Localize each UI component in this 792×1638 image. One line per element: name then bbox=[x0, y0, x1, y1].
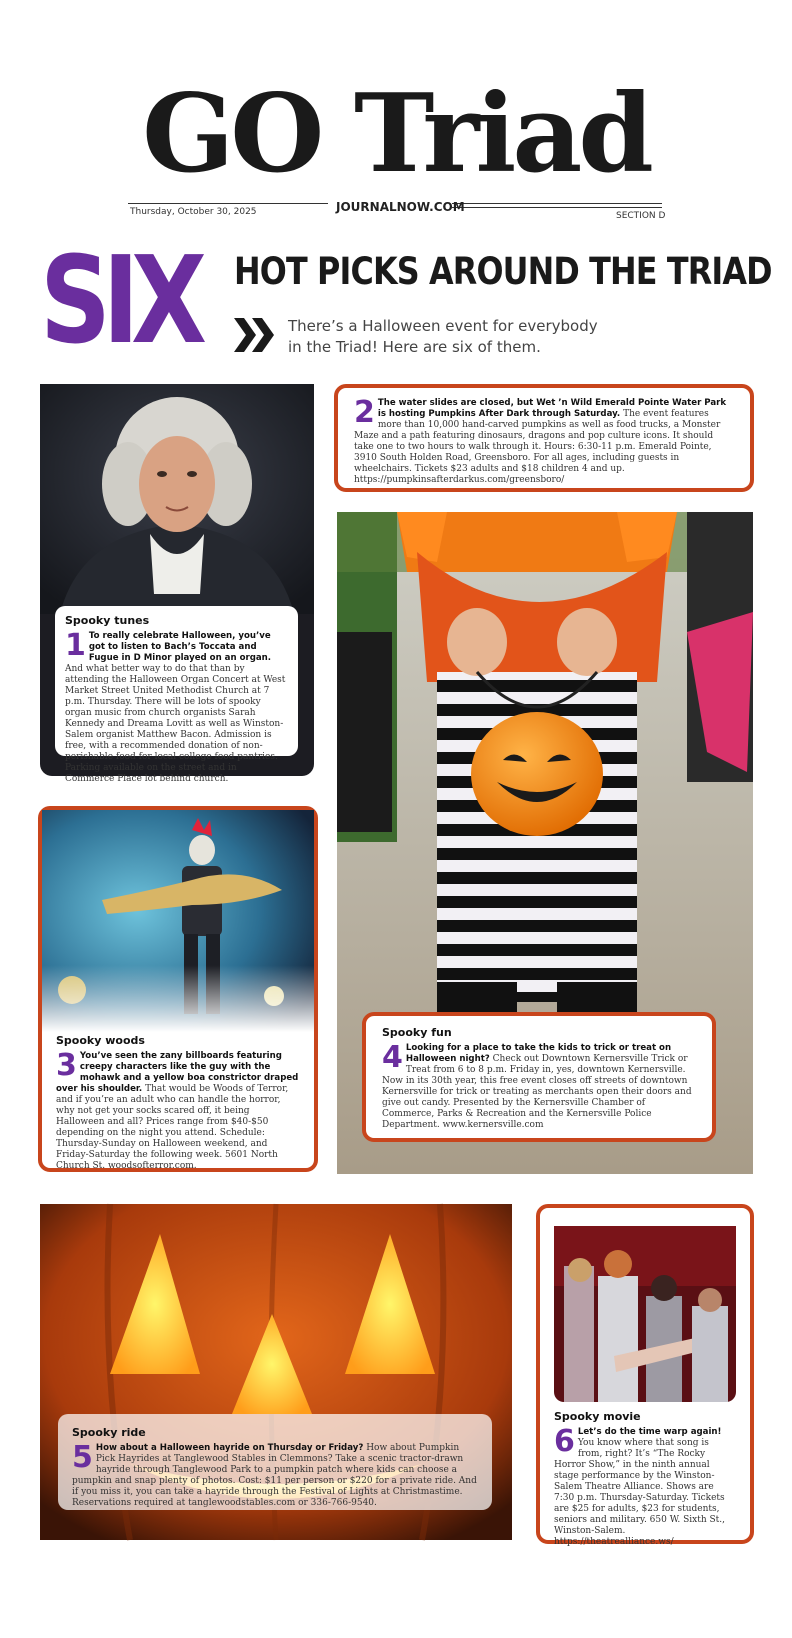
masthead-rule-left bbox=[128, 203, 328, 204]
masthead-rule-right bbox=[452, 203, 662, 204]
section-label: SECTION D bbox=[616, 211, 666, 221]
masthead-rule-right-2 bbox=[452, 207, 662, 208]
pick-4-lead: Looking for a place to take the kids to trick or treat on Halloween night? bbox=[405, 1043, 672, 1064]
pick-6-text bbox=[554, 1424, 736, 1548]
pick-6-body: You know where that song is from, right? It’s “The Rocky Horror Show,” in the ninth annual stage performance by the Winston-Salem Theatre Alliance. Shows are 7:30 p.m. Thursday-Saturday. Tickets are $25 for adults, $23 for students, seniors and military. 650 W. Sixth St., Winston-Salem. https://theatrealliance.ws/ bbox=[554, 1438, 726, 1547]
pick-1-label: Spooky tunes bbox=[65, 614, 150, 627]
pick-1-body: And what better way to do that than by attending the Halloween Organ Concert at West Market Street United Methodist Church at 7 p.m. Thursday. There will be lots of spooky organ music from church organists Sarah Kennedy and Dreama Lovitt as well as Winston-Salem organist Matthew Bacon. Admission is free, with a recommended donation of non-perishable food for local college food pantries. Parking available on the street and in Commerce Place lot behind church. bbox=[65, 664, 286, 784]
pick-2-card bbox=[334, 384, 754, 492]
pick-1-textbox bbox=[55, 606, 298, 784]
pick-5-body: How about Pumpkin Pick Hayrides at Tanglewood Stables in Clemmons? Take a scenic tractor-drawn hayride through Tanglewood Park to a pumpkin patch where kids can choose a pumpkin and snap plenty of photos. Cost: $11 per person or $220 for a private ride. And if you miss it, you can take a hayride through the Festival of Lights at Christmastime. Reservations required at tanglewoodstables.com or 336-766-9540. bbox=[72, 1443, 477, 1508]
pick-6-label: Spooky movie bbox=[554, 1410, 641, 1423]
site-link[interactable]: JOURNALNOW.COM bbox=[336, 200, 465, 214]
pick-4-body: Check out Downtown Kernersville Trick or Treat from 6 to 8 p.m. Friday in, yes, downtown Kernersville. Now in its 30th year, this free event closes off streets of downtown Kernersville for trick or treating as merchants open their doors and give out candy. Presented by the Kernersville Chamber of Commerce, Parks & Recreation and the Kernersville Police Department. www.kernersville.com bbox=[382, 1054, 692, 1130]
pick-3-lead: You’ve seen the zany billboards featuring creepy characters like the guy with the mohawk and a yellow boa constrictor draped over his shoulder. bbox=[56, 1051, 299, 1094]
pick-3-number: 3 bbox=[56, 1048, 77, 1083]
pick-3-text bbox=[56, 1048, 300, 1172]
pick-5-number: 5 bbox=[72, 1440, 93, 1475]
pick-3-textbox bbox=[42, 1032, 314, 1172]
pick-6-textbox bbox=[554, 1410, 736, 1548]
pick-3-body: That would be Woods of Terror, and if you’re an adult who can handle the horror, why not get your socks scared off, it being Halloween and all? Prices range from $40-$50 depending on the night you attend. Schedule: Thursday-Sunday on Halloween weekend, and Friday-Saturday the following week. 5601 North Church St. woodsofterror.com. bbox=[56, 1084, 289, 1171]
rocky-horror-image bbox=[554, 1226, 736, 1402]
feature-headline: HOT PICKS AROUND THE TRIAD bbox=[234, 250, 772, 293]
pick-3-label: Spooky woods bbox=[56, 1034, 145, 1047]
pick-2-lead: The water slides are closed, but Wet ’n Wild Emerald Pointe Water Park is hosting Pumpkins After Dark through Saturday. bbox=[377, 398, 727, 419]
double-chevron-icon bbox=[234, 316, 278, 354]
deck-line-1: There’s a Halloween event for everybody bbox=[288, 317, 598, 335]
pick-4-card bbox=[362, 1012, 716, 1142]
pick-2-number: 2 bbox=[354, 395, 375, 430]
pick-4-number: 4 bbox=[382, 1040, 403, 1075]
pick-6-lead: Let’s do the time warp again! bbox=[577, 1427, 722, 1437]
woods-of-terror-image bbox=[42, 810, 314, 1032]
pick-2-body: The event features more than 10,000 hand-carved pumpkins as well as food trucks, a Monster Maze and a path featuring dinosaurs, dragons and pop culture icons. It should take one to two hours to walk through it. Hours: 6:30-11 p.m. Emerald Pointe, 3910 South Holden Road, Greensboro. For all ages, including guests in wheelchairs. Tickets $23 adults and $18 children 4 and up. https://pumpkinsafterdarkus.com/greensboro/ bbox=[354, 409, 721, 485]
pick-3-card bbox=[38, 806, 318, 1172]
pick-4-label: Spooky fun bbox=[382, 1026, 452, 1039]
big-word-six: SIX bbox=[40, 232, 199, 371]
pick-2-text bbox=[354, 395, 734, 486]
pick-1-lead: To really celebrate Halloween, you’ve got to listen to Bach’s Toccata and Fugue in D Minor played on an organ. bbox=[88, 631, 272, 663]
pick-1-number: 1 bbox=[65, 628, 86, 663]
deck-line-2: in the Triad! Here are six of them. bbox=[288, 338, 541, 356]
pick-1-card bbox=[40, 384, 314, 784]
pick-5-label: Spooky ride bbox=[72, 1426, 146, 1439]
masthead-title: GO Triad bbox=[142, 71, 650, 197]
pick-5-text bbox=[72, 1440, 478, 1509]
pick-5-textbox bbox=[58, 1414, 492, 1510]
pick-6-card bbox=[536, 1204, 754, 1547]
pick-5-lead: How about a Halloween hayride on Thursday or Friday? bbox=[95, 1443, 364, 1453]
pick-5-card bbox=[40, 1204, 512, 1540]
pick-1-text bbox=[65, 628, 288, 785]
bach-portrait-image bbox=[40, 384, 314, 614]
pick-4-text bbox=[382, 1040, 696, 1131]
pick-6-number: 6 bbox=[554, 1424, 575, 1459]
feature-deck bbox=[288, 316, 628, 358]
issue-date: Thursday, October 30, 2025 bbox=[130, 207, 257, 217]
